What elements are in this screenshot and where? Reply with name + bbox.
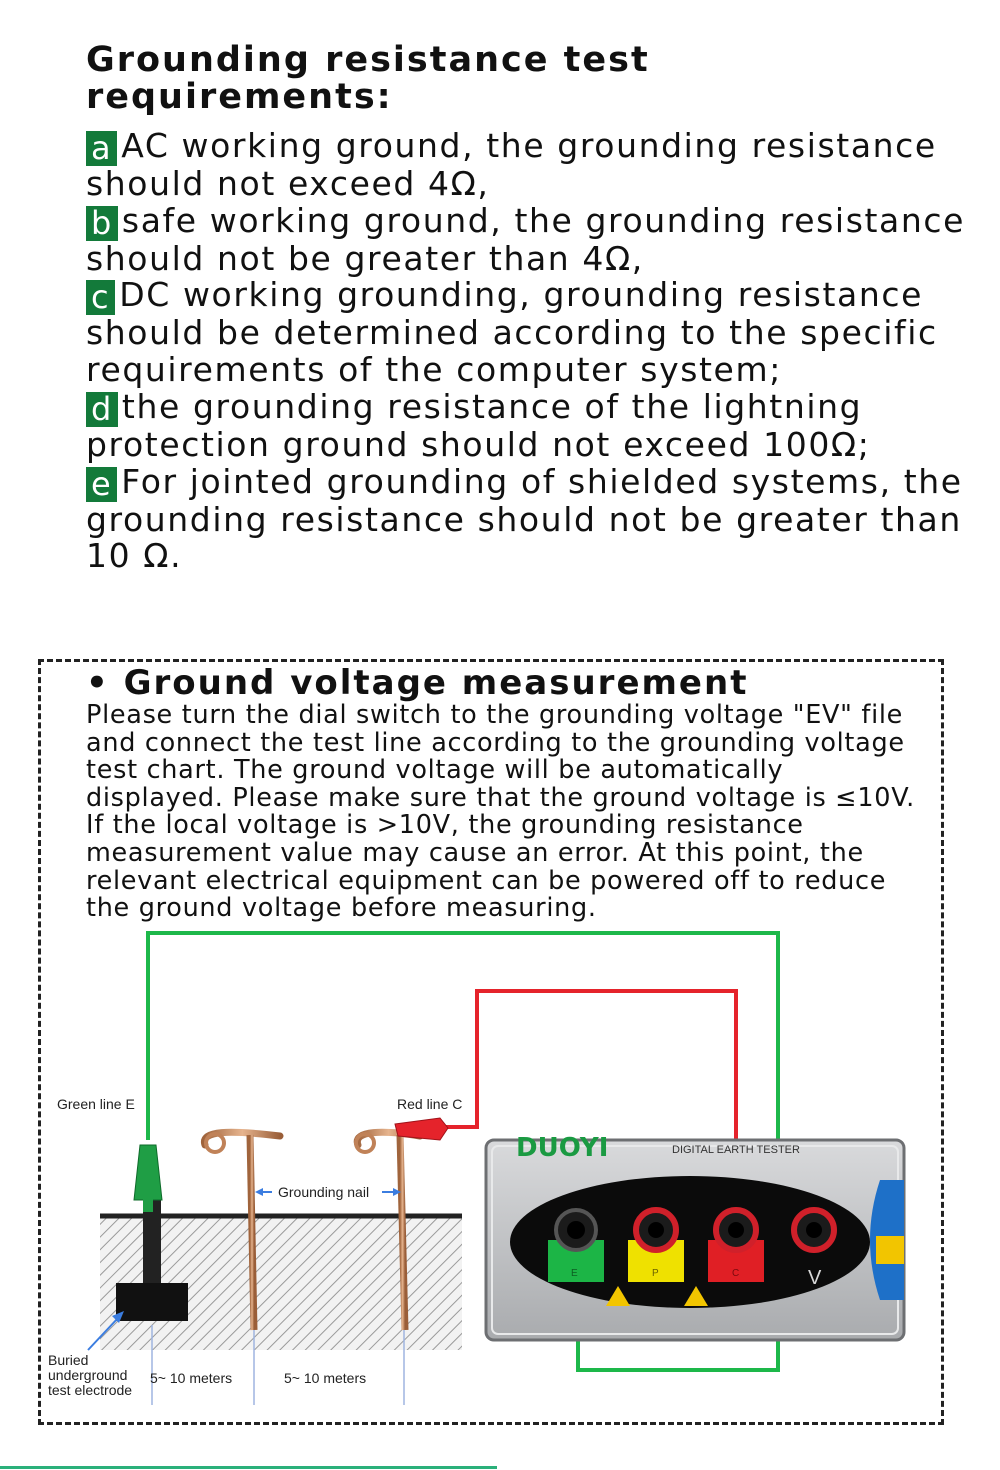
device-side-yellow bbox=[876, 1236, 904, 1264]
device-brand: DUOYI bbox=[516, 1133, 609, 1163]
nail-arrowhead-left-icon bbox=[255, 1188, 263, 1196]
terminal-c-label: C bbox=[732, 1268, 740, 1279]
requirement-text-c: DC working grounding, grounding resistance should be determined according to the specific requirements of the computer system; bbox=[86, 275, 938, 390]
ground-voltage-title-text: Ground voltage measurement bbox=[123, 663, 749, 703]
buried-label-line2: underground bbox=[48, 1367, 128, 1383]
badge-e: e bbox=[86, 467, 117, 502]
green-clip-jaw bbox=[143, 1198, 153, 1212]
buried-label-line3: test electrode bbox=[48, 1382, 133, 1398]
red-line-label: Red line C bbox=[397, 1096, 463, 1112]
grounding-nail-label: Grounding nail bbox=[278, 1184, 370, 1200]
requirement-text-d: the grounding resistance of the lightning protection ground should not exceed 100Ω; bbox=[86, 386, 871, 464]
distance-label-2: 5~ 10 meters bbox=[284, 1370, 367, 1386]
requirement-text-e: For jointed grounding of shielded systems, the grounding resistance should not be greater than 10 Ω. bbox=[86, 461, 963, 576]
requirements-title: Grounding resistance test requirements: bbox=[86, 40, 650, 117]
red-clip-icon bbox=[395, 1118, 448, 1140]
ground-voltage-instructions: Please turn the dial switch to the grounding voltage "EV" file and connect the test line according to the grounding voltage test chart. The ground voltage will be automatically displayed. Please make sure that the ground voltage is ≤10V. If the local voltage is >10V, the grounding resistance measurement value may cause an error. At this point, the relevant electrical equipment can be powered off to reduce the ground voltage before measuring. bbox=[86, 700, 915, 924]
device-name: DIGITAL EARTH TESTER bbox=[672, 1144, 800, 1156]
badge-a: a bbox=[86, 131, 117, 166]
buried-label-line1: Buried bbox=[48, 1352, 89, 1368]
requirement-text-a: AC working ground, the grounding resistance should not exceed 4Ω, bbox=[86, 126, 937, 203]
bottom-accent-line bbox=[0, 1466, 497, 1469]
buried-electrode-plate bbox=[116, 1283, 188, 1321]
earth-tester-device bbox=[486, 1133, 904, 1340]
badge-c: c bbox=[86, 280, 115, 315]
distance-label-1: 5~ 10 meters bbox=[150, 1370, 233, 1386]
bullet-icon: • bbox=[86, 663, 110, 703]
terminal-e-label: E bbox=[571, 1268, 578, 1279]
green-clip-icon bbox=[134, 1145, 162, 1200]
terminal-p-label: P bbox=[652, 1268, 659, 1279]
badge-d: d bbox=[86, 392, 118, 427]
green-line-label: Green line E bbox=[57, 1096, 135, 1112]
requirement-text-b: safe working ground, the grounding resistance should not be greater than 4Ω, bbox=[86, 200, 966, 278]
terminal-v-label: V bbox=[808, 1267, 822, 1289]
badge-b: b bbox=[86, 206, 118, 241]
